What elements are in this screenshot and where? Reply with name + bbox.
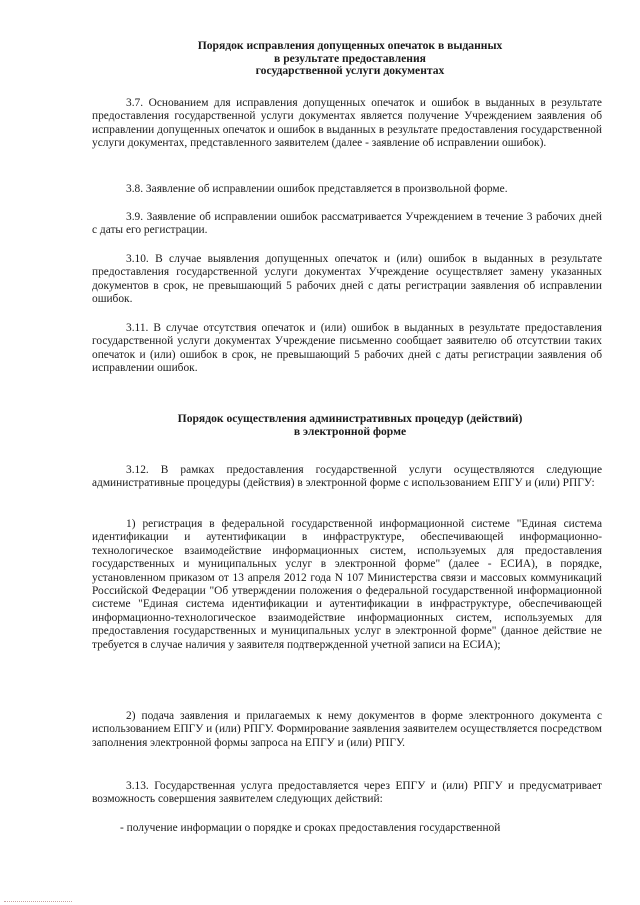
paragraph-3-12: 3.12. В рамках предоставления государственной услуги осуществляются следующие административные процедуры (действия) в электронной форме с использованием ЕПГУ и (или) РПГУ:: [92, 464, 602, 490]
heading-line: в результате предоставления: [274, 51, 426, 65]
bullet-item: - получение информации о порядке и сроках предоставления государственной: [120, 822, 501, 834]
heading-line: Порядок осуществления административных процедур (действий): [177, 412, 523, 425]
section-heading-corrections: [90, 40, 610, 78]
scan-edge-dots: [4, 901, 72, 902]
paragraph-3-8: 3.8. Заявление об исправлении ошибок представляется в произвольной форме.: [126, 183, 508, 195]
paragraph-3-9: 3.9. Заявление об исправлении ошибок рассматривается Учреждением в течение 3 рабочих дней с даты его регистрации.: [92, 211, 602, 237]
paragraph-3-13: 3.13. Государственная услуга предоставляется через ЕПГУ и (или) РПГУ и предусматривает возможность совершения заявителем следующих действий:: [92, 780, 602, 806]
section-heading-electronic: [90, 413, 610, 438]
heading-line: в электронной форме: [293, 424, 407, 438]
list-item-2: 2) подача заявления и прилагаемых к нему документов в форме электронного документа с использованием ЕПГУ и (или) РПГУ. Формирование заявления заявителем осуществляется посредством заполнения электронной формы запроса на ЕПГУ и (или) РПГУ.: [92, 710, 602, 749]
paragraph-3-10: 3.10. В случае выявления допущенных опечаток и (или) ошибок в выданных в результате предоставления государственной услуги документах Учреждение осуществляет замену указанных документов в срок, не превышающий 5 рабочих дней с даты регистрации заявления об исправлении ошибок.: [92, 253, 602, 306]
paragraph-3-11: 3.11. В случае отсутствия опечаток и (или) ошибок в выданных в результате предоставления государственной услуги документах Учреждение письменно сообщает заявителю об отсутствии таких опечаток и (или) ошибок в срок, не превышающий 5 рабочих дней с даты регистрации заявления об исправлении ошибок.: [92, 322, 602, 375]
heading-line: Порядок исправления допущенных опечаток в выданных: [197, 39, 503, 52]
heading-line: государственной услуги документах: [255, 64, 445, 78]
list-item-1: 1) регистрация в федеральной государственной информационной системе "Единая система идентификации и аутентификации в инфраструктуре, обеспечивающей информационно-технологическое взаимодействие информационных систем, используемых для предоставления государственных и муниципальных услуг в электронной форме" (далее - ЕСИА), в порядке, установленном приказом от 13 апреля 2012 года N 107 Министерства связи и массовых коммуникаций Российской Федерации "Об утверждении положения о федеральной государственной информационной системе "Единая система идентификации и аутентификации в инфраструктуре, обеспечивающей информационно-технологическое взаимодействие информационных систем, используемых для предоставления государственных и муниципальных услуг в электронной форме" (данное действие не требуется в случае наличия у заявителя подтвержденной учетной записи на ЕСИА);: [92, 518, 602, 651]
paragraph-3-7: 3.7. Основанием для исправления допущенных опечаток и ошибок в выданных в результате предоставления государственной услуги документах является получение Учреждением заявления об исправлении допущенных опечаток и ошибок в выданных в результате предоставления государственной услуги документах, представленного заявителем (далее - заявление об исправлении ошибок).: [92, 97, 602, 150]
